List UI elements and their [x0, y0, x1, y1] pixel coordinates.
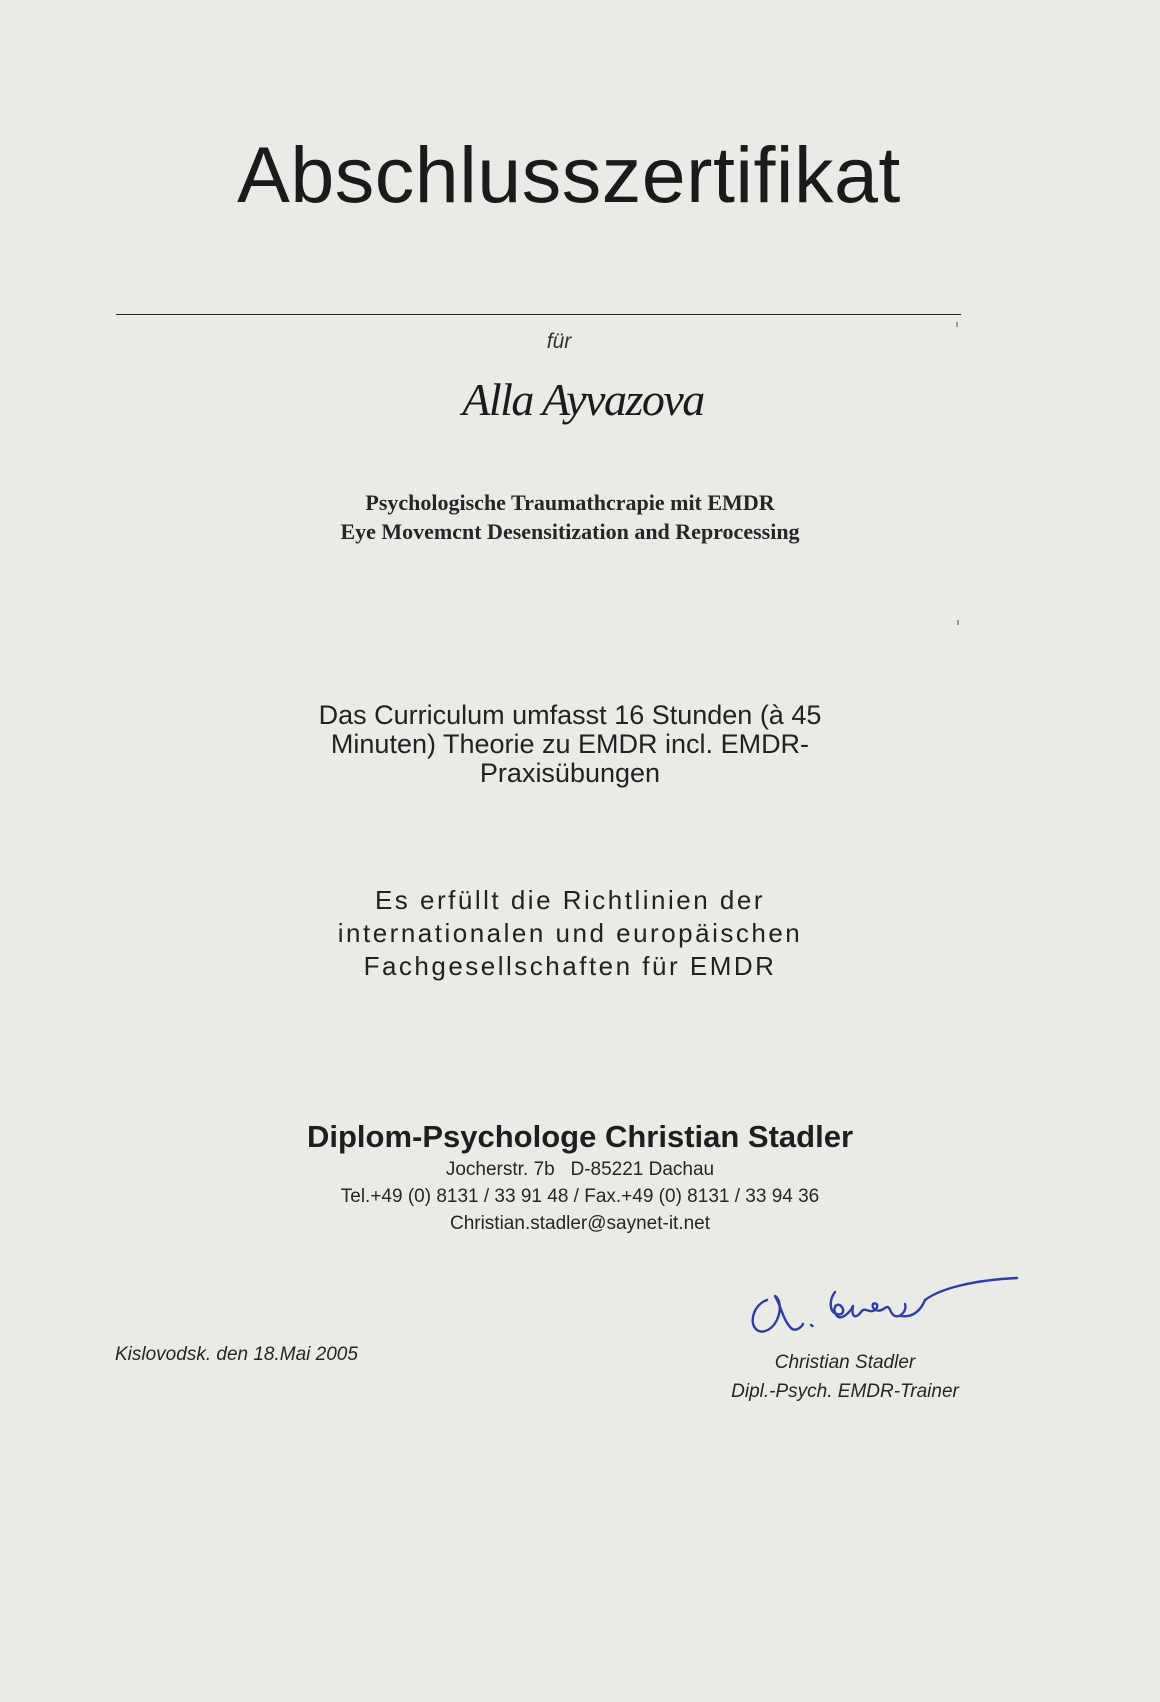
curriculum-line: Praxisübungen [479, 758, 661, 788]
place-and-date: Kislovodsk. den 18.Mai 2005 [115, 1344, 358, 1365]
issuer-address: Jocherstr. 7b D-85221 Dachau [445, 1159, 715, 1180]
title-divider [116, 314, 961, 315]
issuer-contact [0, 1156, 1160, 1237]
course-title [0, 488, 1140, 546]
curriculum-statement [270, 701, 870, 788]
issuer-phone-fax: Tel.+49 (0) 8131 / 33 91 48 / Fax.+49 (0) 8131 / 33 94 36 [340, 1186, 820, 1207]
curriculum-line: Minuten) Theorie zu EMDR incl. EMDR- [330, 729, 810, 759]
signer-name: Christian Stadler [774, 1352, 916, 1373]
course-title-line: Psychologische Traumathcrapie mit EMDR [365, 490, 775, 515]
signer-block [660, 1348, 1030, 1406]
course-subtitle-line: Eye Movemcnt Desensitization and Reprocessing [340, 519, 800, 544]
handwritten-signature [745, 1270, 1025, 1345]
guidelines-statement [270, 884, 870, 983]
curriculum-line: Das Curriculum umfasst 16 Stunden (à 45 [318, 700, 822, 730]
signer-title: Dipl.-Psych. EMDR-Trainer [731, 1381, 959, 1402]
guidelines-line: internationalen und europäischen [337, 918, 803, 948]
recipient-name: Alla Ayvazova [462, 374, 704, 425]
issuer-email: Christian.stadler@saynet-it.net [449, 1213, 711, 1234]
certificate-title: Abschlusszertifikat [237, 130, 901, 219]
issuer-name: Diplom-Psychologe Christian Stadler [306, 1119, 854, 1154]
paper-speck [956, 322, 958, 327]
paper-speck [957, 620, 959, 625]
guidelines-line: Fachgesellschaften für EMDR [363, 951, 777, 981]
for-label: für [546, 330, 572, 353]
guidelines-line: Es erfüllt die Richtlinien der [374, 885, 766, 915]
